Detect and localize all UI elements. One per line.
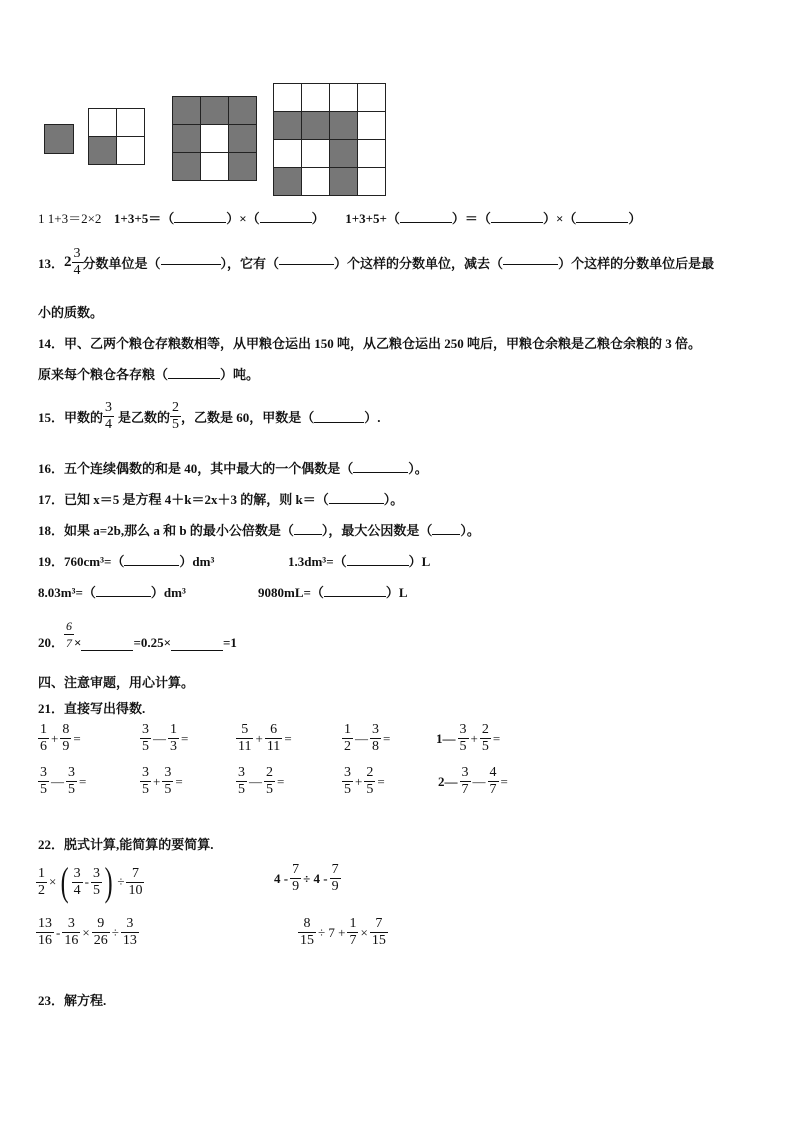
grid-cell [330, 112, 358, 140]
answer-blank[interactable] [260, 211, 312, 223]
grid-cell [89, 137, 117, 165]
grid-4x4 [273, 83, 386, 196]
question-19-d: 9080mL=（ ）L [258, 585, 408, 600]
operator: × [49, 874, 57, 889]
operator: = [377, 773, 385, 789]
answer-blank[interactable] [491, 211, 543, 223]
question-21-title: 21．直接写出得数. [38, 701, 146, 716]
operator: 4 - [274, 870, 289, 886]
pattern-eq-3-mid: ）＝（ [451, 211, 491, 226]
operator: = [79, 773, 87, 789]
pattern-eq-3-mid2: ）×（ [542, 211, 577, 226]
grid-cell [274, 168, 302, 196]
question-13-cont: 小的质数。 [38, 305, 104, 320]
grid-cell [229, 125, 257, 153]
operator: 2— [438, 773, 458, 789]
pattern-eq-3-end: ） [628, 211, 642, 226]
grid-cell [358, 140, 386, 168]
math-expression [434, 722, 502, 755]
math-expression [236, 765, 286, 798]
grid-cell [117, 109, 145, 137]
operator: ÷ 4 - [303, 870, 328, 886]
fraction: $\frac{1}{3}$ [170, 722, 177, 754]
grid-3x3 [172, 96, 257, 181]
operator: - [56, 924, 61, 940]
pattern-eq-2-mid: ）×（ [226, 211, 260, 226]
math-expression [140, 765, 185, 798]
fraction: $\frac{13}{16}$ [38, 916, 52, 948]
pattern-eq-3-start: 1+3+5+（ [345, 211, 400, 226]
math-expression [36, 859, 144, 904]
question-14-line1: 14．甲、乙两个粮仓存粮数相等，从甲粮仓运出 150 吨，从乙粮仓运出 250 吨后，甲粮仓余粮是乙粮仓余粮的 3 倍。 [38, 336, 702, 351]
fraction: $\frac{9}{26}$ [93, 916, 108, 948]
grid-cell [173, 97, 201, 125]
grid-cell [358, 168, 386, 196]
grid-cell [274, 140, 302, 168]
grid-cell [201, 97, 229, 125]
operator: ÷ 7 + [318, 924, 346, 940]
fraction: $\frac{3}{16}$ [64, 916, 79, 948]
operator: + [470, 730, 478, 746]
math-expression [342, 722, 392, 755]
answer-blank[interactable] [294, 523, 322, 535]
answer-blank[interactable] [329, 492, 384, 504]
question-19-a: 19．760cm³=（ ）dm³ [38, 554, 215, 569]
answer-blank[interactable] [124, 554, 179, 566]
operator: = [500, 773, 508, 789]
fraction: $\frac{3}{5}$ [164, 765, 172, 797]
pattern-eq-1: 1 1+3＝2×2 [38, 211, 102, 226]
grid-1x1 [44, 124, 74, 154]
grid-cell [330, 84, 358, 112]
fraction: $\frac{6}{11}$ [266, 722, 281, 754]
question-15: 15．甲数的 $\frac{3}{4}$ 是乙数的 $\frac{2}{5}$ ，乙数是 60，甲数是（ ）. [38, 400, 381, 432]
left-paren: ( [61, 859, 70, 904]
question-19-c: 8.03m³=（ ）dm³ [38, 585, 186, 600]
grid-cell [302, 84, 330, 112]
operator: + [153, 773, 161, 789]
operator: — [355, 730, 368, 746]
fraction: $\frac{1}{2}$ [344, 722, 351, 754]
math-expression [342, 765, 387, 798]
operator: — [249, 773, 262, 789]
fraction: $\frac{1}{2}$ [38, 865, 45, 898]
question-22-title: 22．脱式计算,能简算的要简算. [38, 837, 214, 852]
fraction: $\frac{3}{5}$ [142, 765, 149, 797]
fraction: $\frac{3}{13}$ [122, 916, 137, 948]
math-expression [272, 862, 341, 895]
pattern-eq-2-end: ） [311, 211, 325, 226]
question-18: 18．如果 a=2b,那么 a 和 b 的最小公倍数是（ ），最大公因数是（ ）。 [38, 523, 480, 538]
fraction: $\frac{3}{5}$ [344, 765, 351, 797]
answer-blank[interactable] [171, 639, 223, 651]
operator: = [284, 730, 292, 746]
fraction: $\frac{3}{4}$ [73, 246, 81, 278]
fraction: $\frac{1}{7}$ [349, 916, 357, 948]
operator: = [181, 730, 189, 746]
question-number: 13． [38, 256, 65, 271]
fraction: $\frac{7}{9}$ [331, 862, 339, 894]
grid-cell [201, 153, 229, 181]
math-expression [38, 765, 88, 798]
fraction: $\frac{8}{9}$ [62, 722, 70, 754]
fraction: $\frac{7}{9}$ [292, 862, 300, 894]
fraction: $\frac{4}{7}$ [489, 765, 497, 797]
operator: × [82, 924, 90, 940]
grid-cell [229, 97, 257, 125]
math-expression [36, 916, 139, 949]
question-13: 13．2 $\frac{3}{4}$ 分数单位是（ ），它有（ ）个这样的分数单位，减去（ ）个这样的分数单位后是最 [38, 246, 715, 278]
fraction: $\frac{2}{5}$ [481, 722, 489, 754]
fraction: $\frac{3}{5}$ [93, 865, 101, 898]
operator: ÷ [111, 924, 119, 940]
question-23: 23．解方程. [38, 993, 107, 1008]
math-expression [140, 722, 190, 755]
grid-cell [229, 153, 257, 181]
fraction: $\frac{5}{11}$ [238, 722, 252, 754]
answer-blank[interactable] [168, 367, 220, 379]
fraction: $\frac{3}{7}$ [461, 765, 469, 797]
operator: + [51, 730, 59, 746]
fraction: $\frac{3}{5}$ [40, 765, 47, 797]
grid-cell [358, 112, 386, 140]
operator: — [472, 773, 486, 789]
fraction: $\frac{3}{4}$ [105, 400, 113, 432]
mixed-whole: 2 [64, 254, 72, 270]
fraction: $\frac{3}{5}$ [142, 722, 149, 754]
answer-blank[interactable] [576, 211, 628, 223]
operator: ÷ [117, 874, 125, 889]
operator: — [153, 730, 166, 746]
operator: = [175, 773, 183, 789]
grid-cell [274, 84, 302, 112]
answer-blank[interactable] [174, 211, 226, 223]
grid-cell [89, 109, 117, 137]
fraction: $\frac{2}{5}$ [172, 400, 180, 432]
grid-cell [302, 140, 330, 168]
pattern-eq-2-start: 1+3+5＝（ [113, 211, 175, 226]
grid-cell [274, 112, 302, 140]
grid-cell [201, 125, 229, 153]
fraction: $\frac{7}{15}$ [371, 916, 386, 948]
question-17: 17．已知 x＝5 是方程 4＋k＝2x＋3 的解，则 k＝（ ）。 [38, 492, 404, 507]
operator: = [492, 730, 501, 746]
operator: + [355, 773, 363, 789]
grid-cell [117, 137, 145, 165]
fraction: $\frac{3}{5}$ [459, 722, 467, 754]
fraction: $\frac{3}{5}$ [238, 765, 245, 797]
answer-blank[interactable] [81, 639, 133, 651]
right-paren: ) [104, 859, 113, 904]
section-heading: 四、注意审题，用心计算。 [38, 675, 195, 690]
answer-blank[interactable] [503, 253, 558, 265]
fraction: $\frac{3}{5}$ [68, 765, 75, 797]
grid-cell [358, 84, 386, 112]
answer-blank[interactable] [353, 461, 408, 473]
grid-cell [330, 168, 358, 196]
grid-cell [302, 112, 330, 140]
answer-blank[interactable] [96, 585, 151, 597]
fraction: $\frac{7}{10}$ [128, 865, 143, 898]
question-16: 16．五个连续偶数的和是 40，其中最大的一个偶数是（ ）。 [38, 461, 428, 476]
operator: + [255, 730, 263, 746]
fraction: $\frac{3}{4}$ [73, 865, 81, 898]
question-14-line2: 原来每个粮仓各存粮（ ）吨。 [38, 367, 260, 382]
grid-cell [302, 168, 330, 196]
math-expression [298, 916, 388, 949]
answer-blank[interactable] [432, 523, 460, 535]
fraction: $\frac{3}{8}$ [372, 722, 379, 754]
operator: = [277, 773, 285, 789]
question-20: 20． $\frac{6}{7}$ × =0.25× =1 [38, 619, 237, 650]
operator: = [73, 730, 81, 746]
fraction: $\frac{2}{5}$ [366, 765, 374, 797]
math-expression [38, 722, 83, 755]
grid-cell [173, 153, 201, 181]
math-expression [236, 722, 294, 755]
answer-blank[interactable] [161, 253, 221, 265]
fraction: $\frac{6}{7}$ [66, 619, 73, 650]
pattern-line [38, 208, 641, 227]
grid-2x2 [88, 108, 145, 165]
grid-cell [45, 125, 74, 154]
operator: 1— [436, 730, 456, 746]
operator: × [360, 924, 368, 940]
answer-blank[interactable] [400, 211, 452, 223]
fraction: $\frac{8}{15}$ [300, 916, 314, 948]
question-19-b: 1.3dm³=（ ）L [288, 554, 431, 569]
answer-blank[interactable] [324, 585, 386, 597]
operator: — [51, 773, 64, 789]
answer-blank[interactable] [279, 253, 334, 265]
grid-cell [330, 140, 358, 168]
fraction: $\frac{2}{5}$ [266, 765, 273, 797]
answer-blank[interactable] [314, 411, 364, 423]
operator: - [84, 874, 90, 889]
math-expression [436, 765, 510, 798]
fraction: $\frac{1}{6}$ [40, 722, 47, 754]
grid-cell [173, 125, 201, 153]
answer-blank[interactable] [347, 554, 409, 566]
operator: = [383, 730, 391, 746]
